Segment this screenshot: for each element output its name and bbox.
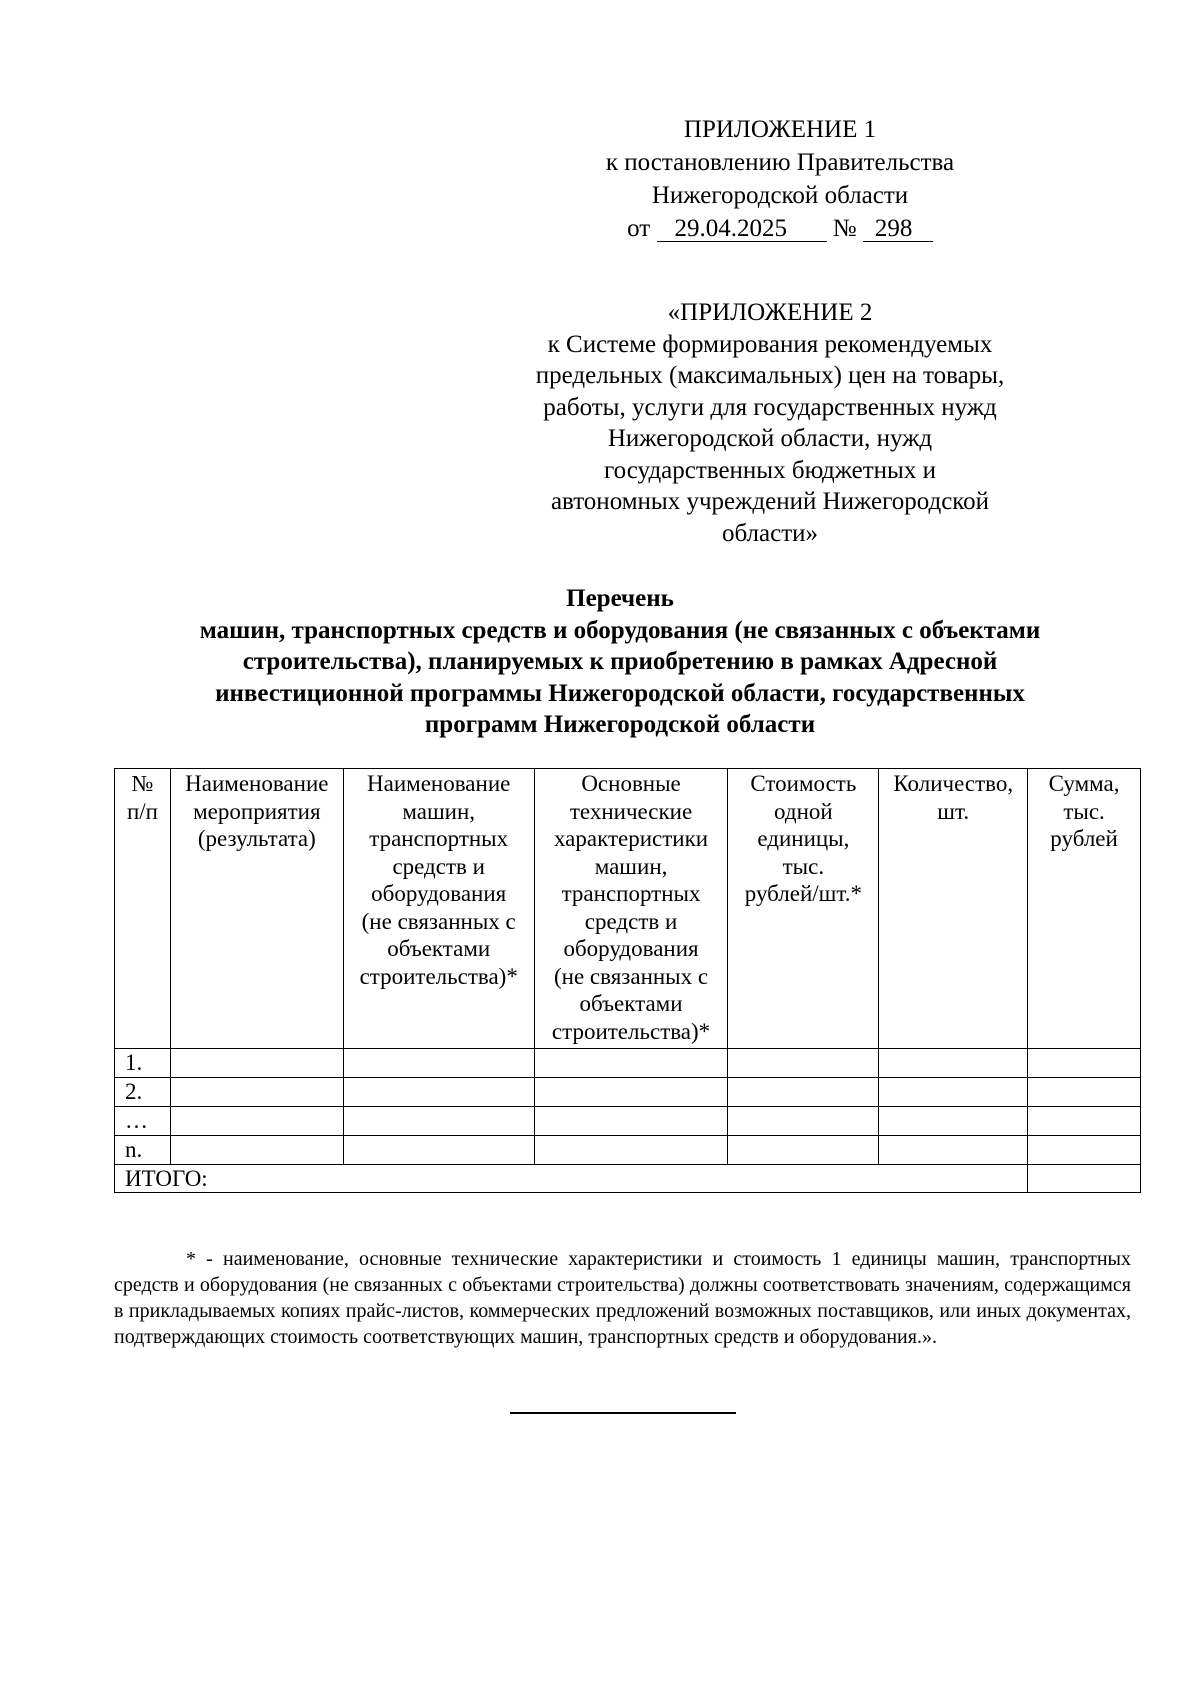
table-header-row [115, 769, 1141, 1049]
table-cell [879, 1049, 1028, 1078]
title-line: Перечень [566, 585, 674, 612]
table-cell [728, 1107, 879, 1136]
table-row [115, 1078, 1141, 1107]
header-cell-activity: Наименование мероприятия (результата) [170, 769, 343, 1049]
header-cell-sum: Сумма, тыс. рублей [1028, 769, 1141, 1049]
table-cell [343, 1136, 534, 1165]
decree-date: 29.04.2025 [657, 217, 827, 242]
table-cell [343, 1049, 534, 1078]
table-cell [1028, 1049, 1141, 1078]
document-title [110, 583, 1130, 741]
appendix-2-line: «ПРИЛОЖЕНИЕ 2 [667, 299, 873, 326]
title-line: инвестиционной программы Нижегородской области, государственных [215, 679, 1025, 707]
from-label: от [627, 215, 651, 242]
table-row [115, 1107, 1141, 1136]
total-sum-cell [1028, 1165, 1141, 1193]
table-row [115, 1049, 1141, 1078]
appendix-2-line: Нижегородской области, нужд [607, 425, 933, 452]
header-cell-specs: Основные технические характеристики машин, транспортных средств и оборудования (не связанных с объектами строительства)* [534, 769, 728, 1049]
table-cell [534, 1107, 728, 1136]
appendix-2-line: автономных учреждений Нижегородской [550, 488, 990, 515]
equipment-table [114, 768, 1141, 1193]
number-label: № [832, 215, 857, 242]
table-cell [1028, 1136, 1141, 1165]
table-row [115, 1136, 1141, 1165]
decree-number: 298 [863, 217, 933, 242]
appendix-1-title: ПРИЛОЖЕНИЕ 1 [683, 116, 877, 143]
appendix-1-line-1: к постановлению Правительства [605, 149, 955, 176]
header-cell-equipment-name: Наименование машин, транспортных средств и оборудования (не связанных с объектами строительства)* [343, 769, 534, 1049]
table-cell [534, 1078, 728, 1107]
table-cell [170, 1049, 343, 1078]
appendix-2-line: работы, услуги для государственных нужд [543, 393, 997, 421]
appendix-1-date-line [530, 212, 1030, 245]
table-total-row [115, 1165, 1141, 1193]
table-cell [170, 1136, 343, 1165]
table-cell [1028, 1107, 1141, 1136]
table-cell [728, 1078, 879, 1107]
title-line: программ Нижегородской области [424, 711, 816, 738]
header-cell-number: № п/п [115, 769, 171, 1049]
appendix-2-line: государственных бюджетных и [604, 456, 936, 484]
table-cell [534, 1049, 728, 1078]
table-cell [879, 1136, 1028, 1165]
title-line: машин, транспортных средств и оборудования (не связанных с объектами [199, 616, 1041, 644]
appendix-2-line: к Системе формирования рекомендуемых [547, 330, 993, 358]
appendix-2-line: предельных (максимальных) цен на товары, [535, 362, 1005, 389]
total-label: ИТОГО: [115, 1165, 1028, 1193]
table-cell [343, 1078, 534, 1107]
table-cell [728, 1049, 879, 1078]
appendix-1-line-2: Нижегородской области [651, 182, 909, 209]
header-cell-unit-cost: Стоимость одной единицы, тыс. рублей/шт.* [728, 769, 879, 1049]
row-number: 2. [115, 1078, 171, 1107]
table-cell [170, 1107, 343, 1136]
row-number: … [115, 1107, 171, 1136]
row-number: n. [115, 1136, 171, 1165]
table-cell [343, 1107, 534, 1136]
footnote: * - наименование, основные технические характеристики и стоимость 1 единицы машин, транспортных средств и оборудования (не связанных с объектами строительства) должны соответствовать значениям, содержащимся в прикладываемых копиях прайс-листов, коммерческих предложений возможных поставщиков, или иных документах, подтверждающих стоимость соответствующих машин, транспортных средств и оборудования.». [114, 1248, 1131, 1348]
appendix-2-line: области» [721, 519, 819, 547]
table-cell [728, 1136, 879, 1165]
table-cell [534, 1136, 728, 1165]
table-cell [170, 1078, 343, 1107]
appendix-2-header [490, 297, 1050, 549]
title-line: строительства), планируемых к приобретению в рамках Адресной [242, 648, 998, 675]
table-cell [879, 1078, 1028, 1107]
appendix-1-header [530, 113, 1030, 245]
table-cell [879, 1107, 1028, 1136]
table-cell [1028, 1078, 1141, 1107]
row-number: 1. [115, 1049, 171, 1078]
end-separator-line [510, 1412, 736, 1414]
header-cell-quantity: Количество, шт. [879, 769, 1028, 1049]
